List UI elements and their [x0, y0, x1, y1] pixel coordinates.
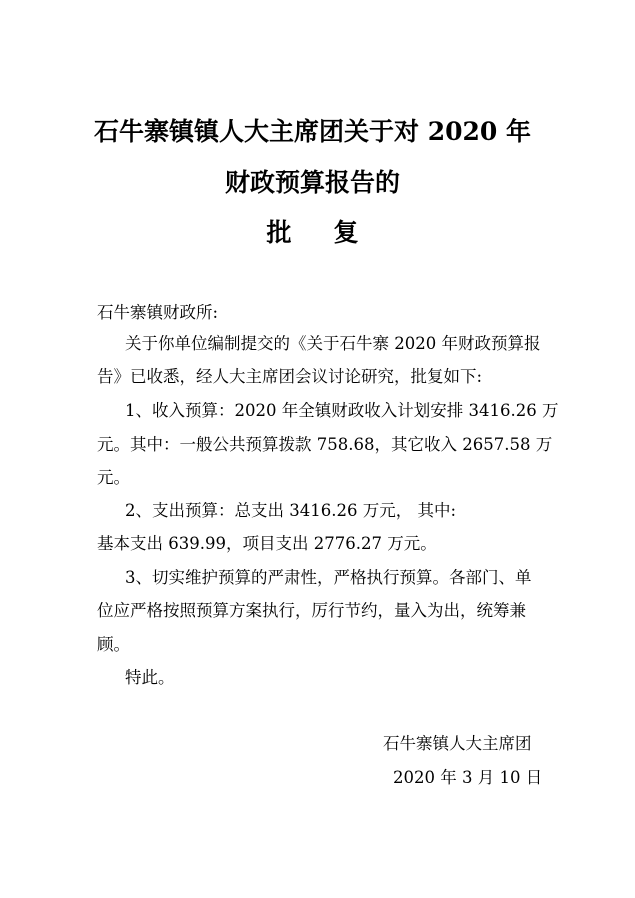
item-3-line-2: 位应严格按照预算方案执行，厉行节约，量入为出，统筹兼 [97, 601, 526, 620]
title-char-fu: 复 [333, 218, 359, 247]
document-title-line-1: 石牛寨镇镇人大主席团关于对 2020 年 [94, 117, 531, 146]
addressee: 石牛寨镇财政所: [97, 303, 219, 322]
signature-organization: 石牛寨镇人大主席团 [383, 734, 532, 753]
paragraph-intro-line-1: 关于你单位编制提交的《关于石牛寨 2020 年财政预算报 [125, 334, 541, 353]
document-title-line-3 [0, 218, 630, 248]
paragraph-intro-line-2: 告》已收悉，经人大主席团会议讨论研究，批复如下: [97, 367, 483, 386]
signature-date: 2020 年 3 月 10 日 [393, 768, 543, 787]
item-1-line-2: 元。其中：一般公共预算拨款 758.68，其它收入 2657.58 万 [97, 435, 553, 454]
document-title-line-2: 财政预算报告的 [224, 168, 400, 197]
item-2-line-1: 2、支出预算：总支出 3416.26 万元， 其中: [125, 501, 457, 520]
title-char-pi: 批 [266, 218, 292, 247]
item-1-line-3: 元。 [97, 468, 130, 487]
item-2-line-2: 基本支出 639.99，项目支出 2776.27 万元。 [97, 534, 437, 553]
item-1-line-1: 1、收入预算：2020 年全镇财政收入计划安排 3416.26 万 [125, 401, 559, 420]
closing-text: 特此。 [125, 668, 175, 687]
item-3-line-1: 3、切实维护预算的严肃性，严格执行预算。各部门、单 [125, 568, 532, 587]
item-3-line-3: 顾。 [97, 635, 130, 654]
